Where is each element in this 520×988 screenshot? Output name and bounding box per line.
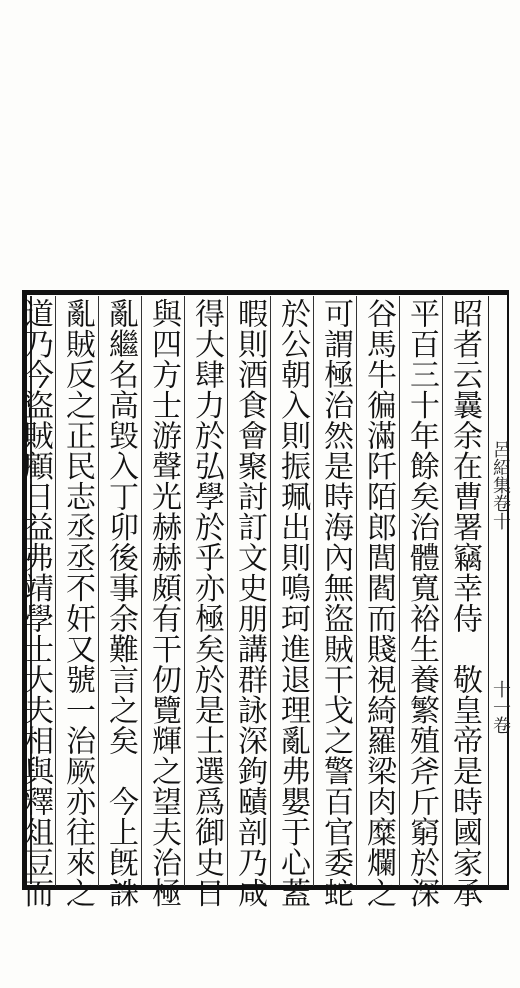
text-column-10: 亂賊反之正民志丞丞不奸又號一治厥亦往來之 [60, 298, 95, 908]
text-column-7: 得大肆力於弘學於乎亦極矣於是士選爲御史日 [189, 298, 224, 908]
text-column-6: 暇則酒食會聚討訂文史朋講群詠深鉤賾剖乃咸 [232, 298, 267, 908]
center-strip [488, 296, 511, 886]
column-rule [227, 296, 228, 886]
text-column-5: 於公朝入則振珮出則鳴珂進退理亂弗嬰于心蓋 [275, 298, 310, 908]
column-rule [356, 296, 357, 886]
text-column-1: 昭者云曩余在曹署竊幸侍 敬皇帝是時國家承 [447, 298, 482, 908]
column-rule [55, 296, 56, 886]
column-rule [399, 296, 400, 886]
text-column-2: 平百三十年餘矣治體寬裕生養繁殖斧斤窮於深 [404, 298, 439, 908]
column-rule [442, 296, 443, 886]
column-rule [141, 296, 142, 886]
column-rule [184, 296, 185, 886]
text-column-3: 谷馬牛徧滿阡陌郎閭閻而賤視綺羅梁肉糜爛之 [361, 298, 396, 908]
column-rule [270, 296, 271, 886]
text-column-9: 亂繼名高毀入丁卯後事余難言之矣 今上旣誅 [103, 298, 138, 908]
center-strip-page-number: 十一卷 [490, 680, 511, 734]
text-column-8: 與四方士游聲光赫赫頗有干仞覽輝之望夫治極 [146, 298, 181, 908]
text-column-11: 道乃今盜賊顧日益弗靖學士大夫相與釋俎豆而 [18, 298, 53, 908]
text-column-4: 可謂極治然是時海內無盜賊干戈之警百官委蛇 [318, 298, 353, 908]
center-strip-title: 呂紹集卷十 [490, 440, 511, 530]
column-rule [313, 296, 314, 886]
column-rule [98, 296, 99, 886]
